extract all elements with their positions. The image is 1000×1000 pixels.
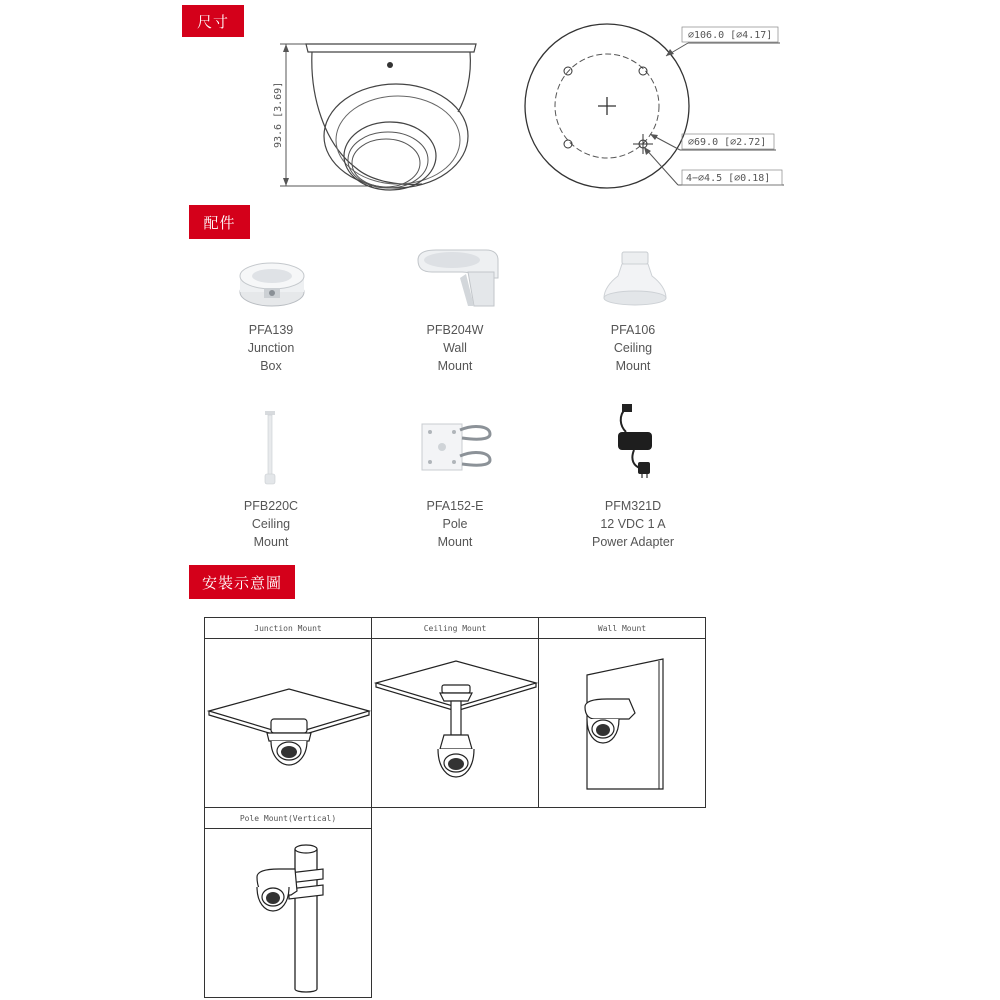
pole-mount-title: Pole Mount(Vertical) [239,814,337,823]
ceiling-mount-icon [600,250,670,308]
accessory-label-pfa139: PFA139 Junction Box [247,323,295,373]
pendant-ceiling-mount-icon [262,410,278,486]
power-adapter-icon [604,402,666,478]
accessory-label-pfm321d: PFM321D 12 VDC 1 A Power Adapter [592,499,674,549]
wall-mount-icon [412,248,504,310]
ceiling-mount-title: Ceiling Mount [423,624,487,633]
height-dimension-label: 93.6 [3.69] [273,81,284,148]
ceiling-mount-diagram [372,639,538,807]
mount-holes-label: 4−⌀4.5 [⌀0.18] [686,173,771,184]
wall-mount-diagram [539,639,705,807]
inner-diameter-label: ⌀69.0 [⌀2.72] [688,137,767,148]
camera-side-view-drawing [262,36,502,196]
camera-bottom-view-drawing [520,16,790,200]
accessory-label-pfb220c: PFB220C Ceiling Mount [243,499,299,549]
accessory-label-pfb204w: PFB204W Wall Mount [426,323,484,373]
outer-diameter-label: ⌀106.0 [⌀4.17] [688,30,773,41]
section-header-accessories: 配件 [189,205,250,239]
section-header-dimensions: 尺寸 [182,5,244,37]
section-header-installation: 安裝示意圖 [189,565,295,599]
pole-mount-icon [418,418,494,476]
accessory-label-pfa106: PFA106 Ceiling Mount [610,323,656,373]
accessory-label-pfa152e: PFA152-E Pole Mount [426,499,484,549]
wall-mount-title: Wall Mount [597,624,647,633]
junction-mount-diagram [205,639,371,807]
junction-box-icon [236,258,308,310]
pole-mount-diagram [205,829,371,997]
junction-mount-title: Junction Mount [254,624,322,633]
